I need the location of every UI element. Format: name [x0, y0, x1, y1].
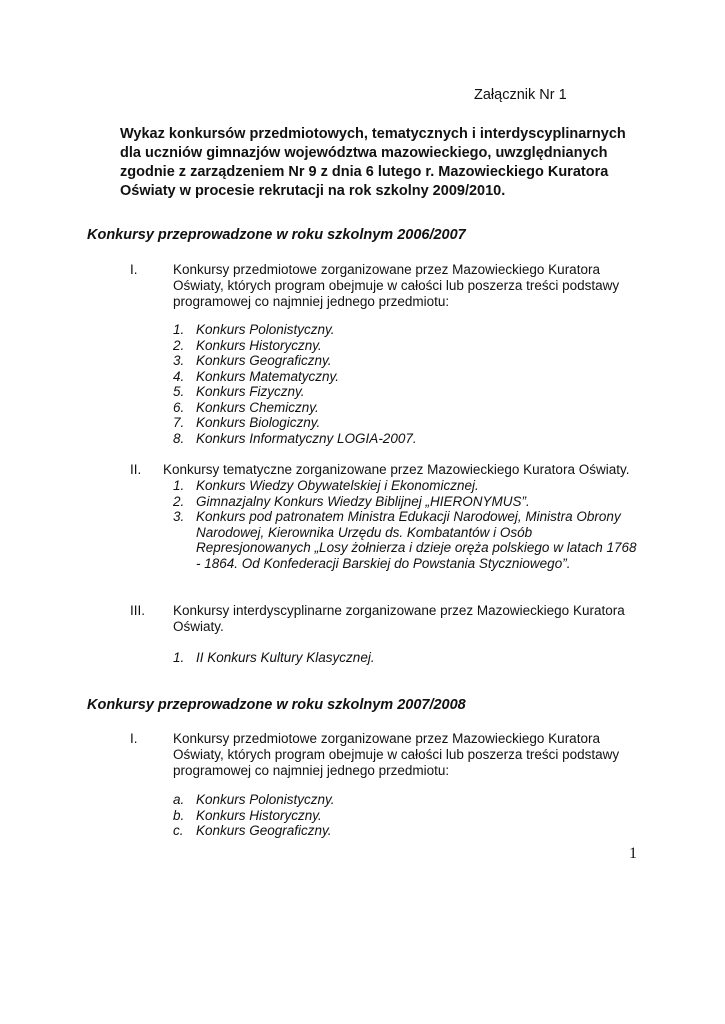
- contest-list: [173, 650, 375, 666]
- list-item: [173, 338, 417, 354]
- section-description: [163, 462, 633, 478]
- item-number: 5.: [173, 384, 185, 399]
- description-line: Konkursy tematyczne zorganizowane przez Mazowieckiego Kuratora Oświaty.: [163, 462, 630, 477]
- item-number: 6.: [173, 399, 185, 415]
- title-line: zgodnie z zarządzeniem Nr 9 z dnia 6 lutego r. Mazowieckiego Kuratora: [120, 164, 609, 180]
- contest-list: [173, 478, 637, 571]
- item-number: 1.: [173, 478, 185, 493]
- list-item: [173, 494, 637, 510]
- item-text: Konkurs Fizyczny.: [196, 384, 305, 399]
- item-text: II Konkurs Kultury Klasycznej.: [196, 650, 375, 665]
- title-line: dla uczniów gimnazjów województwa mazowieckiego, uwzględnianych: [120, 145, 608, 161]
- title-line: Wykaz konkursów przedmiotowych, tematycznych i interdyscyplinarnych: [120, 126, 626, 142]
- item-number: 4.: [173, 368, 185, 384]
- item-text: Konkurs Polonistyczny.: [196, 792, 335, 807]
- item-number: 2.: [173, 337, 185, 353]
- description-line: Oświaty, których program obejmuje w całości lub poszerza treści podstawy: [173, 747, 620, 762]
- contest-list: [173, 322, 417, 446]
- list-item: [173, 415, 417, 431]
- item-number: 7.: [173, 415, 185, 430]
- item-text: Konkurs Historyczny.: [196, 337, 322, 353]
- list-item: [173, 369, 417, 385]
- roman-numeral: I.: [130, 262, 138, 277]
- description-line: programowej co najmniej jednego przedmiotu:: [173, 294, 450, 309]
- item-text: Konkurs Geograficzny.: [196, 353, 332, 368]
- page-number: 1: [629, 845, 637, 862]
- section-heading-2007-2008: Konkursy przeprowadzone w roku szkolnym 2007/2008: [87, 697, 466, 713]
- item-number: 1.: [173, 322, 185, 337]
- description-line: Oświaty, których program obejmuje w całości lub poszerza treści podstawy: [173, 278, 620, 293]
- item-number: 1.: [173, 650, 185, 665]
- item-line: Represjonowanych „Losy żołnierza i dzieje oręża polskiego w latach 1768: [196, 540, 637, 555]
- description-line: Konkursy przedmiotowe zorganizowane przez Mazowieckiego Kuratora: [173, 731, 600, 746]
- roman-numeral: III.: [130, 603, 146, 618]
- section-description: [173, 731, 643, 779]
- description-line: Konkursy interdyscyplinarne zorganizowane przez Mazowieckiego Kuratora: [173, 603, 625, 618]
- item-number: 2.: [173, 493, 185, 509]
- item-text: [196, 509, 637, 571]
- item-text: Konkurs Informatyczny LOGIA-2007.: [196, 430, 417, 446]
- title-line: Oświaty w procesie rekrutacji na rok szkolny 2009/2010.: [120, 183, 506, 199]
- item-number: 3.: [173, 509, 185, 524]
- list-item: [173, 650, 375, 666]
- item-text: Konkurs Biologiczny.: [196, 415, 321, 430]
- item-line: Narodowej, Kierownika Urzędu ds. Kombatantów i Osób: [196, 524, 533, 540]
- item-number: 3.: [173, 353, 185, 368]
- section-description: [173, 262, 643, 310]
- contest-list: [173, 792, 335, 839]
- list-item: [173, 478, 637, 494]
- item-text: Konkurs Historyczny.: [196, 807, 322, 823]
- item-text: Konkurs Matematyczny.: [196, 368, 340, 384]
- list-item: [173, 823, 335, 839]
- list-item: [173, 792, 335, 808]
- document-title: [120, 125, 660, 201]
- item-text: Konkurs Chemiczny.: [196, 399, 319, 415]
- item-number: 8.: [173, 430, 185, 446]
- description-line: programowej co najmniej jednego przedmiotu:: [173, 763, 450, 778]
- list-item: [173, 384, 417, 400]
- roman-numeral: I.: [130, 731, 138, 746]
- section-description: [173, 603, 643, 635]
- item-text: Gimnazjalny Konkurs Wiedzy Biblijnej „HIERONYMUS”.: [196, 493, 530, 509]
- roman-numeral: II.: [130, 462, 142, 477]
- item-text: Konkurs Polonistyczny.: [196, 322, 335, 337]
- list-item: [173, 808, 335, 824]
- item-letter: c.: [173, 823, 184, 838]
- item-line: - 1864. Od Konfederacji Barskiej do Powstania Styczniowego”.: [196, 555, 571, 571]
- description-line: Oświaty.: [173, 619, 224, 634]
- list-item: [173, 353, 417, 369]
- item-line: Konkurs pod patronatem Ministra Edukacji Narodowej, Ministra Obrony: [196, 509, 621, 524]
- list-item: [173, 509, 637, 571]
- item-letter: b.: [173, 807, 185, 823]
- annex-label: Załącznik Nr 1: [474, 87, 567, 103]
- list-item: [173, 400, 417, 416]
- list-item: [173, 322, 417, 338]
- item-text: Konkurs Geograficzny.: [196, 823, 332, 838]
- description-line: Konkursy przedmiotowe zorganizowane przez Mazowieckiego Kuratora: [173, 262, 600, 277]
- section-heading-2006-2007: Konkursy przeprowadzone w roku szkolnym 2006/2007: [87, 227, 466, 243]
- item-letter: a.: [173, 792, 185, 807]
- list-item: [173, 431, 417, 447]
- item-text: Konkurs Wiedzy Obywatelskiej i Ekonomicznej.: [196, 478, 479, 493]
